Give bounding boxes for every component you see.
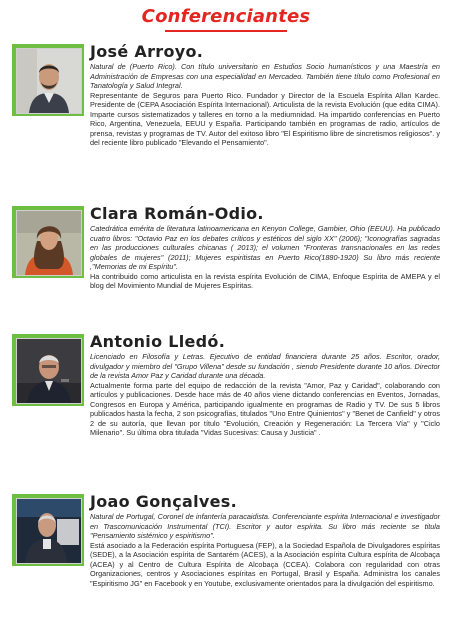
title-underline bbox=[165, 30, 287, 32]
speaker-photo bbox=[16, 48, 82, 114]
speaker-photo-frame bbox=[12, 206, 88, 284]
speaker-bio bbox=[90, 512, 440, 588]
speaker-name: Joao Gonçalves. bbox=[90, 492, 237, 511]
speaker-bio bbox=[90, 352, 440, 438]
speaker-name: Antonio Lledó. bbox=[90, 332, 226, 351]
speaker-name: José Arroyo. bbox=[90, 42, 204, 61]
speaker-photo bbox=[16, 338, 82, 404]
speaker-bio-body: Actualmente forma parte del equipo de redacción de la revista "Amor, Paz y Caridad", colaborando con artículos y publicaciones. Desde hace más de 40 años viene dictando conferencias en Eventos, Jornadas, Congresos en Europa y América, participando igualmente en programas de Radio y TV. De sus 5 libros publicados hasta la fecha, 2 son psicografías, titulados "Uno Entre Quinientos" y "Benet de Canfield" y otros 2 de su autoría, que llevan por título "Evolución, Creación y Regeneración: La Tercera Vía" y "Ciclo Milenario". Su última obra titulada "Vidas Sucesivas: Causa y Justicia" . bbox=[90, 380, 440, 437]
speaker-photo bbox=[16, 498, 82, 564]
speaker-bio-body: Representante de Seguros para Puerto Rico. Fundador y Director de la Escuela Espírita Allan Kardec. Presidente de (CEPA Asociación Espírita Internacional). Articulista de la revista Evolución (que edita CIMA). Imparte cursos sistematizados y talleres en torno a la mediumnidad. Ha impartido conferencias en Puerto Rico, Argentina, Venezuela, EEUU y España. Participando también en programas de radio, artículos de prensa, revistas y programas de TV. Autor del exitoso libro "El Espiritismo libre de sincretismos religiosos". y del reciente libro publicado "Elevando el Pensamiento". bbox=[90, 90, 440, 147]
page-title: Conferenciantes bbox=[141, 6, 311, 27]
speaker-name: Clara Román-Odio. bbox=[90, 204, 264, 223]
speaker-bio-intro: Natural de Portugal, Coronel de infantería paracaidista. Conferenciante espírita Internacional e investigador en Trascomunicación Instrumental (TCI). Escritor y autor espírita. Su libro más reciente se titula "Pensamiento sistémico y espiritismo". bbox=[90, 512, 440, 540]
speaker-photo-frame bbox=[12, 44, 88, 122]
speaker-bio-intro: Natural de (Puerto Rico). Con título universitario en Estudios Socio humanísticos y una Maestría en Administración de Empresas con una especialidad en Mercadeo. También tiene título como Profesional en Tanatología y Salud Integral. bbox=[90, 62, 440, 90]
speaker-photo-frame bbox=[12, 494, 88, 572]
speaker-bio bbox=[90, 224, 440, 291]
speaker-bio bbox=[90, 62, 440, 148]
speaker-photo bbox=[16, 210, 82, 276]
speaker-bio-body: Ha contribuido como articulista en la revista espírita Evolución de CIMA, Enfoque Espírita de AMEPA y el blog del Movimiento Mundial de Mujeres Espíritas. bbox=[90, 271, 440, 290]
speaker-photo-frame bbox=[12, 334, 88, 412]
speaker-bio-body: Está asociado a la Federación espírita Portuguesa (FEP), a la Sociedad Española de Divulgadores espíritas (SEDE), a la Asociación espírita de Santarém (ACES), a la Asociación espírita Cultura espírita de Alcobaça (ACEA) y al Centro de Cultura Espírita de Alcobaça (CCEA). Colabora con regularidad con otras Organizaciones, centros y Asociaciones espíritas en Portugal, Brasil y España. Administra los canales "Espiritismo JG" en Facebook y en Youtube, exclusivamente orientados para la divulgación del espiritismo. bbox=[90, 540, 440, 588]
speaker-bio-intro: Catedrática emérita de literatura latinoamericana en Kenyon College, Gambier, Ohio (EEUU). Ha publicado cuatro libros: "Octavio Paz en los debates críticos y estéticos del siglo XX" (2006); "Iconografías sagradas en las producciones culturales chicanas ( 2013); el volumen "Fronteras transnacionales en las redes globales de mujeres" (2011); Mujeres espiritistas en Puerto Rico(1880-1920) Su libro más reciente ,"Memorias de mi Espíritu". bbox=[90, 224, 440, 271]
speaker-bio-intro: Licenciado en Filosofía y Letras. Ejecutivo de entidad financiera durante 25 años. Escritor, orador, divulgador y miembro del "Grupo Villena" desde su fundación , siendo Presidente durante 10 años. Director de la revista Amor Paz y Caridad durante una década. bbox=[90, 352, 440, 380]
